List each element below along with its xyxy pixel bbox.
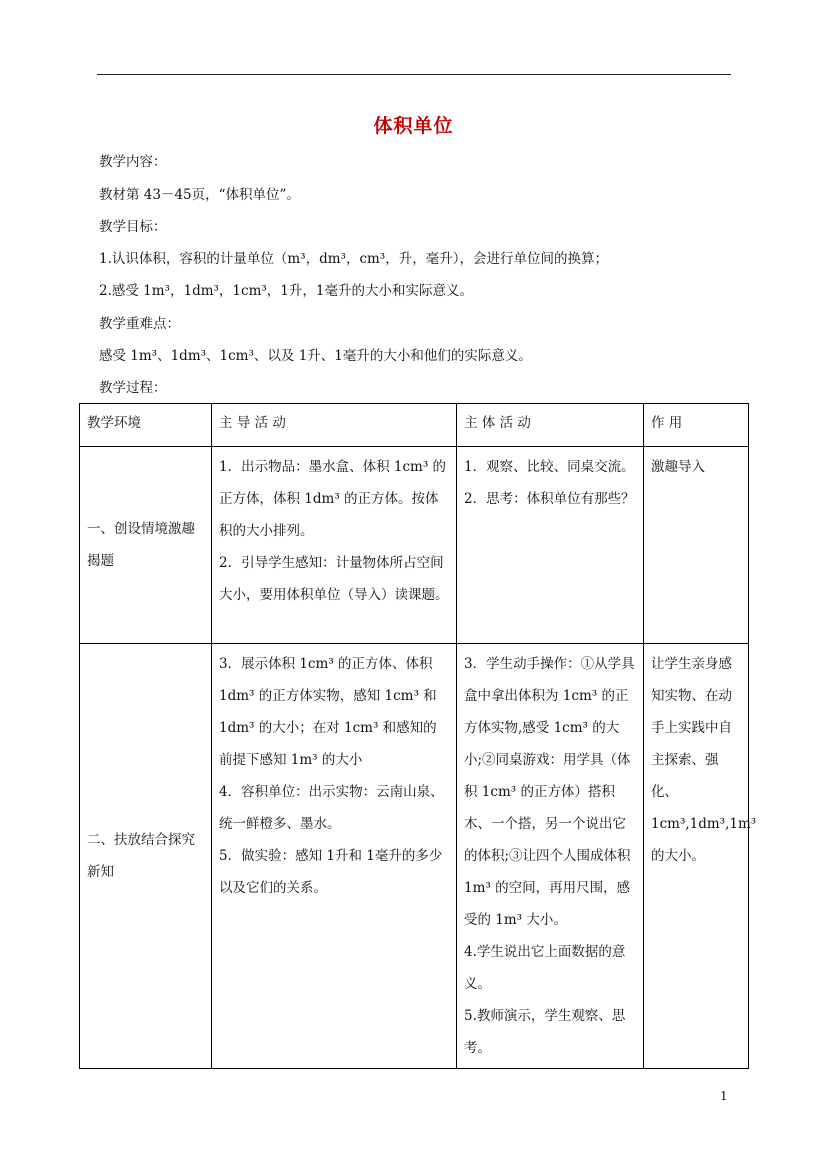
row1-subject-item: 2．思考：体积单位有那些？ <box>464 491 635 507</box>
row2-lead-item: 5．做实验：感知 1升和 1毫升的多少以及它们的关系。 <box>219 848 443 896</box>
row2-subject-item: 4.学生说出它上面数据的意义。 <box>464 944 626 992</box>
row1-role: 激趣导入 <box>644 447 749 644</box>
row2-lead-item: 4．容积单位：出示实物：云南山泉、统一鲜橙多、墨水。 <box>219 784 444 832</box>
goals-heading: 教学目标： <box>99 219 167 235</box>
table-row <box>80 644 749 1069</box>
row1-subject <box>457 447 644 644</box>
row1-env: 一、创设情境激趣揭题 <box>80 447 212 644</box>
document-title: 体积单位 <box>373 115 454 137</box>
row1-lead-item: 2．引导学生感知：计量物体所占空间大小，要用体积单位（导入）读课题。 <box>219 555 449 603</box>
content-text: 教材第 43－45页，“体积单位”。 <box>99 187 300 203</box>
row2-env: 二、扶放结合探究新知 <box>80 644 212 1069</box>
table-row <box>80 447 749 644</box>
page-number: 1 <box>720 1089 728 1103</box>
key-heading: 教学重难点： <box>99 316 180 332</box>
row2-role: 让学生亲身感知实物、在动手上实践中自主探索、强化、1cm³,1dm³,1m³ 的大小。 <box>644 644 749 1069</box>
header-role: 作 用 <box>644 404 749 447</box>
row2-lead <box>212 644 457 1069</box>
row1-lead <box>212 447 457 644</box>
lesson-table <box>79 403 757 1069</box>
header-env: 教学环境 <box>80 404 212 447</box>
row2-subject-item: 5.教师演示，学生观察、思考。 <box>464 1008 626 1056</box>
header-lead: 主 导 活 动 <box>212 404 457 447</box>
header-subject: 主 体 活 动 <box>457 404 644 447</box>
table-header-row <box>80 404 749 447</box>
key-text: 感受 1m³、1dm³、1cm³、以及 1升、1毫升的大小和他们的实际意义。 <box>99 348 532 364</box>
row1-subject-item: 1．观察、比较、同桌交流。 <box>464 459 635 475</box>
row2-subject-item: 3．学生动手操作：①从学具盒中拿出体积为 1cm³ 的正方体实物,感受 1cm³ 的大小;②同桌游戏：用学具（体积 1cm³ 的正方体）搭积木、一个搭，另一个说出它的体积;③让四个人围成体积 1m³ 的空间，再用尺围，感受的 1m³ 大小。 <box>464 656 635 928</box>
process-heading: 教学过程： <box>99 380 167 396</box>
goal-1: 1.认识体积，容积的计量单位（m³，dm³，cm³，升，毫升），会进行单位间的换算； <box>99 251 608 267</box>
row2-subject <box>457 644 644 1069</box>
content-heading: 教学内容： <box>99 154 167 170</box>
header-rule <box>97 74 731 75</box>
row1-lead-item: 1．出示物品：墨水盒、体积 1cm³ 的正方体，体积 1dm³ 的正方体。按体积的大小排列。 <box>219 459 447 539</box>
row2-lead-item: 3．展示体积 1cm³ 的正方体、体积 1dm³ 的正方体实物，感知 1cm³ 和 1dm³ 的大小；在对 1cm³ 和感知的前提下感知 1m³ 的大小 <box>219 656 437 768</box>
goal-2: 2.感受 1m³，1dm³，1cm³，1升，1毫升的大小和实际意义。 <box>99 283 473 299</box>
